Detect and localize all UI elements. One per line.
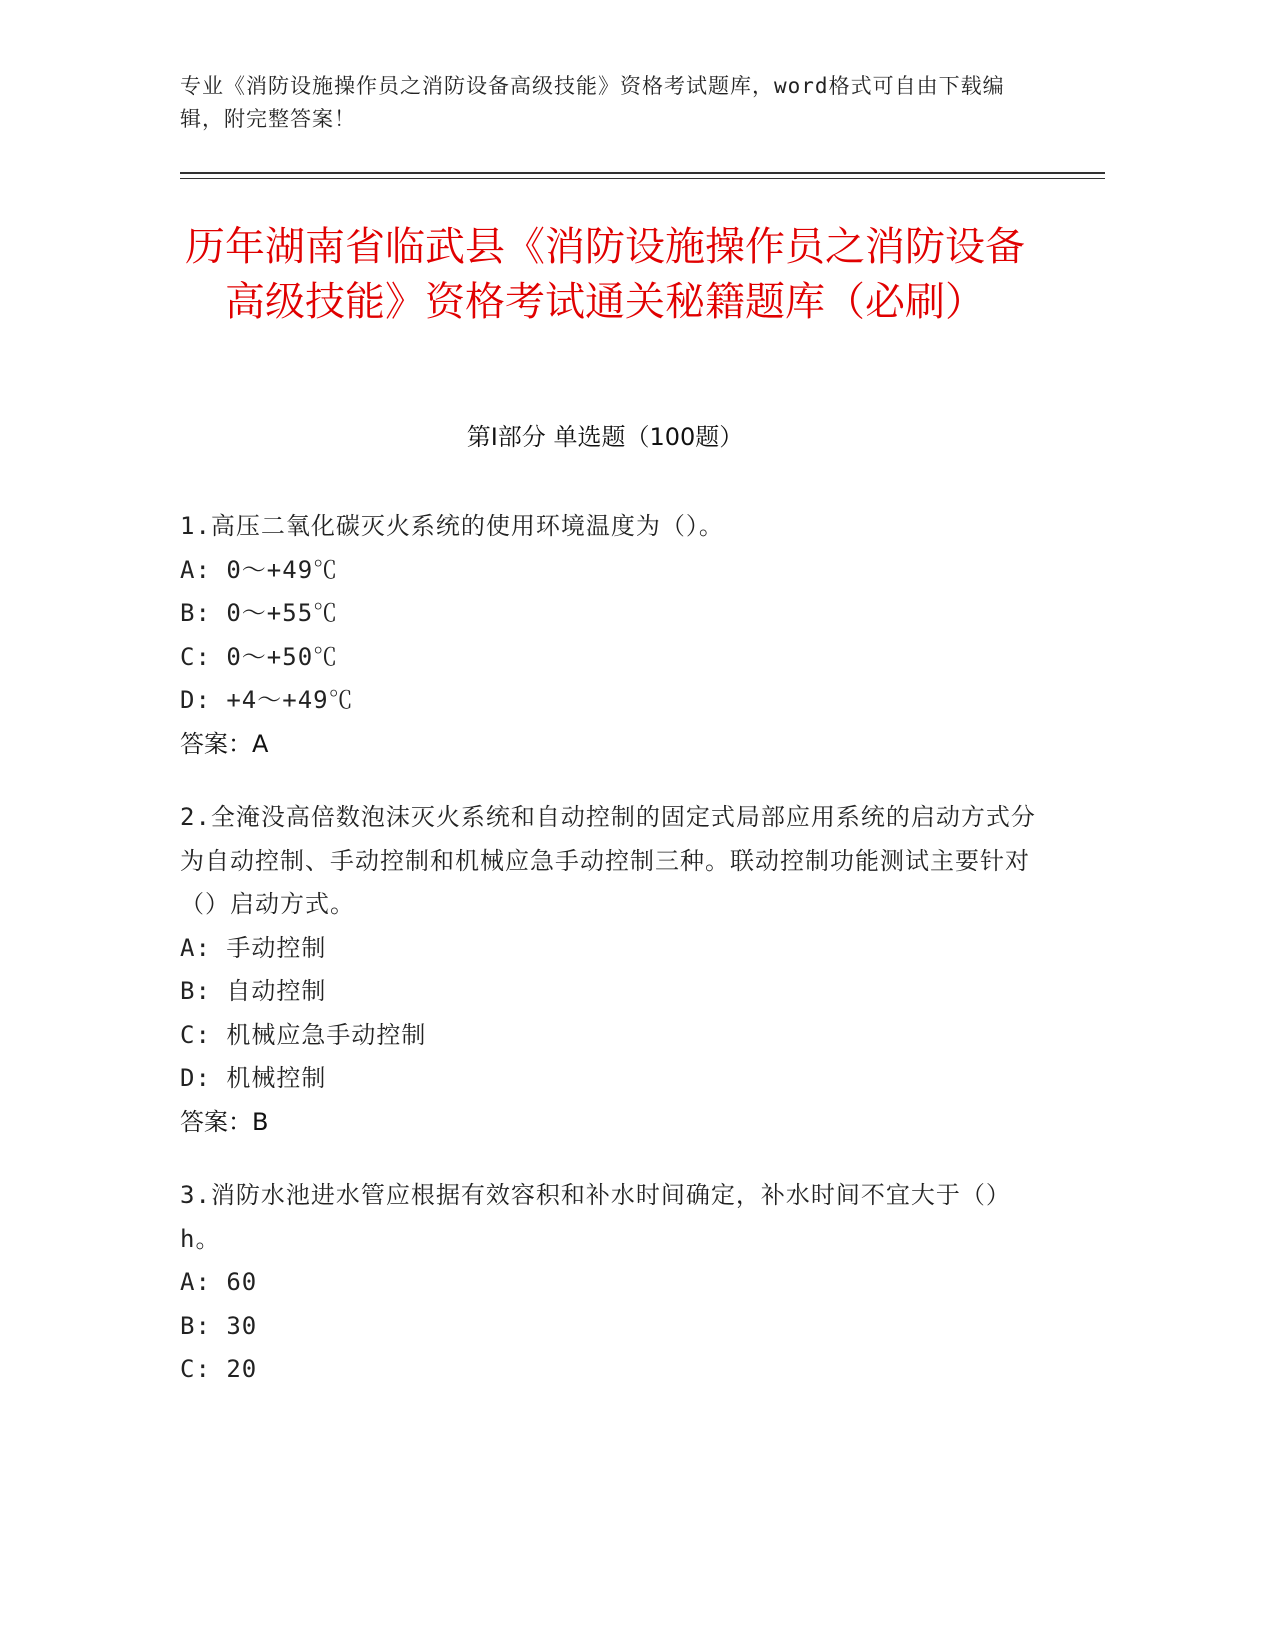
option-a: A: 0～+49℃ — [180, 555, 339, 584]
option-d: D: +4～+49℃ — [180, 686, 354, 714]
question-stem: 1.高压二氧化碳灭火系统的使用环境温度为（）。 — [180, 512, 724, 540]
option-a: A: 60 — [180, 1268, 258, 1296]
header-note: 专业《消防设施操作员之消防设备高级技能》资格考试题库，word格式可自由下载编辑，附完整答案！ — [180, 74, 1005, 131]
answer-label: 答案：A — [180, 729, 269, 758]
option-b: B: 自动控制 — [180, 977, 327, 1005]
section-title: 第I部分 单选题（100题） — [466, 423, 744, 451]
option-c: C: 20 — [180, 1355, 258, 1383]
question-2 — [180, 796, 1040, 1144]
question-1 — [180, 505, 1040, 766]
answer-label: 答案：B — [180, 1107, 269, 1136]
question-stem: 3.消防水池进水管应根据有效容积和补水时间确定，补水时间不宜大于（）h。 — [180, 1181, 1011, 1253]
question-list — [180, 505, 1040, 1422]
option-c: C: 0～+50℃ — [180, 642, 339, 671]
question-stem: 2.全淹没高倍数泡沫灭火系统和自动控制的固定式局部应用系统的启动方式分为自动控制、手动控制和机械应急手动控制三种。联动控制功能测试主要针对（）启动方式。 — [180, 803, 1036, 918]
document-title: 历年湖南省临武县《消防设施操作员之消防设备高级技能》资格考试通关秘籍题库（必刷） — [185, 224, 1025, 325]
option-a: A: 手动控制 — [180, 933, 327, 962]
option-c: C: 机械应急手动控制 — [180, 1020, 427, 1049]
option-b: B: 0～+55℃ — [180, 599, 339, 627]
option-b: B: 30 — [180, 1311, 258, 1340]
header-divider — [180, 172, 1105, 179]
option-d: D: 机械控制 — [180, 1064, 327, 1092]
question-3 — [180, 1174, 1040, 1392]
